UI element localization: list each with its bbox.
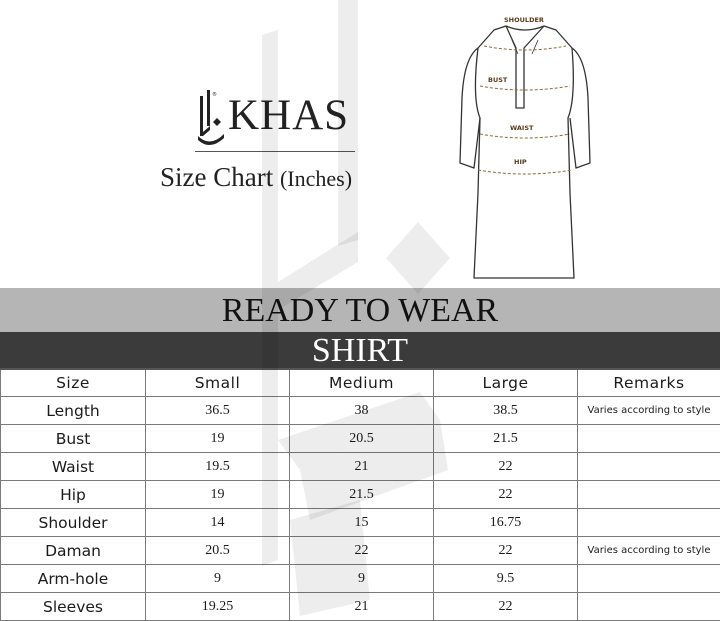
chart-title-unit: (Inches) (280, 166, 352, 191)
row-label: Waist (1, 453, 146, 481)
table-header-row (1, 369, 720, 397)
cell-medium: 22 (290, 537, 434, 565)
cell-large: 21.5 (434, 425, 578, 453)
cell-small: 19.5 (146, 453, 290, 481)
cell-large: 16.75 (434, 509, 578, 537)
cell-remarks (578, 453, 720, 481)
row-label: Daman (1, 537, 146, 565)
cell-medium: 38 (290, 397, 434, 425)
diagram-label-waist: WAIST (510, 124, 534, 132)
cell-medium: 21.5 (290, 481, 434, 509)
cell-large: 38.5 (434, 397, 578, 425)
logo-divider (195, 151, 355, 152)
diagram-label-hip: HIP (514, 158, 527, 166)
chart-title (160, 162, 410, 193)
table-row (1, 509, 720, 537)
header-remarks: Remarks (578, 369, 720, 397)
size-table (0, 368, 720, 621)
category-band: READY TO WEAR (0, 288, 720, 332)
row-label: Arm-hole (1, 565, 146, 593)
cell-small: 9 (146, 565, 290, 593)
row-label: Sleeves (1, 593, 146, 621)
row-label: Shoulder (1, 509, 146, 537)
brand-name: KHAS (228, 94, 349, 137)
header-size: Size (1, 369, 146, 397)
row-label: Bust (1, 425, 146, 453)
diagram-label-bust: BUST (488, 76, 508, 84)
cell-large: 22 (434, 537, 578, 565)
table-row (1, 537, 720, 565)
cell-large: 9.5 (434, 565, 578, 593)
cell-large: 22 (434, 593, 578, 621)
khas-logo-icon (190, 88, 230, 148)
header-small: Small (146, 369, 290, 397)
cell-small: 20.5 (146, 537, 290, 565)
cell-medium: 21 (290, 593, 434, 621)
header-medium: Medium (290, 369, 434, 397)
cell-small: 19 (146, 481, 290, 509)
cell-remarks: Varies according to style (578, 397, 720, 425)
table-row (1, 565, 720, 593)
cell-remarks (578, 565, 720, 593)
table-row (1, 397, 720, 425)
cell-remarks (578, 593, 720, 621)
cell-small: 36.5 (146, 397, 290, 425)
table-row (1, 425, 720, 453)
cell-remarks (578, 425, 720, 453)
cell-remarks: Varies according to style (578, 537, 720, 565)
cell-small: 19 (146, 425, 290, 453)
table-row (1, 481, 720, 509)
cell-remarks (578, 481, 720, 509)
trademark-symbol: ® (212, 91, 217, 98)
row-label: Hip (1, 481, 146, 509)
chart-title-main: Size Chart (160, 162, 273, 192)
cell-large: 22 (434, 481, 578, 509)
brand-logo (190, 88, 365, 148)
shirt-measurement-diagram (450, 8, 600, 288)
row-label: Length (1, 397, 146, 425)
cell-medium: 9 (290, 565, 434, 593)
cell-medium: 21 (290, 453, 434, 481)
diagram-label-shoulder: SHOULDER (504, 16, 544, 24)
header-large: Large (434, 369, 578, 397)
cell-medium: 15 (290, 509, 434, 537)
table-row (1, 453, 720, 481)
table-row (1, 593, 720, 621)
cell-large: 22 (434, 453, 578, 481)
cell-remarks (578, 509, 720, 537)
cell-small: 19.25 (146, 593, 290, 621)
cell-small: 14 (146, 509, 290, 537)
product-band: SHIRT (0, 332, 720, 368)
cell-medium: 20.5 (290, 425, 434, 453)
